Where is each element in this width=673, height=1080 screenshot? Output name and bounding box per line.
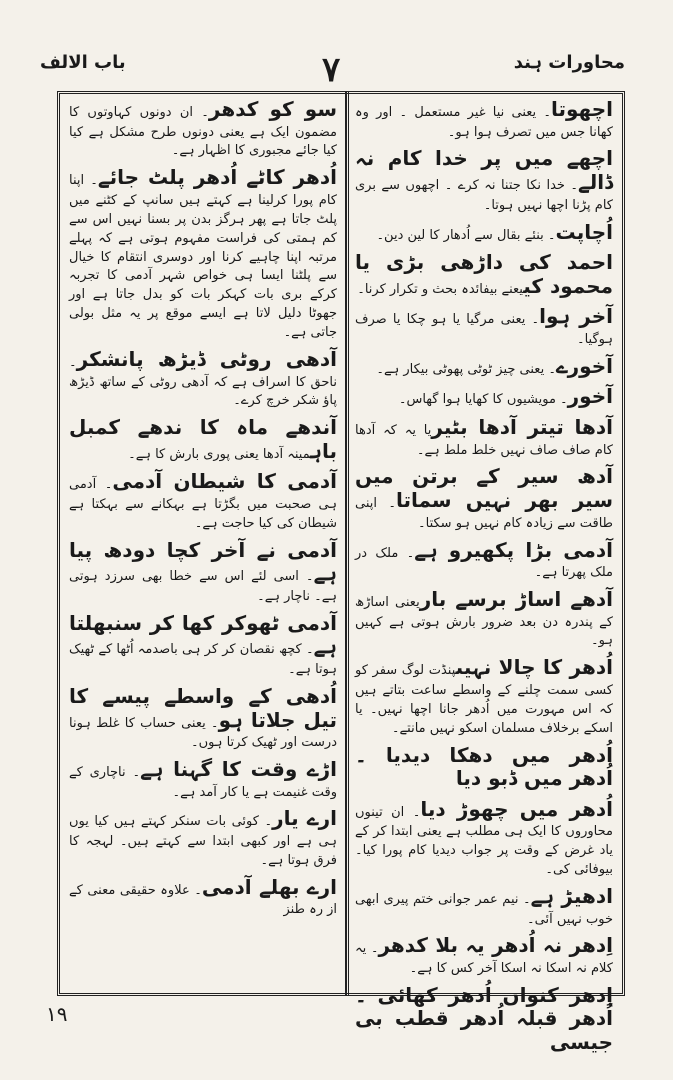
dictionary-entry [69, 416, 337, 463]
footer-signature-number: ۱۹ [46, 1002, 68, 1026]
entry-term: اِدھر نہ اُدھر یہ بلا کدھر [378, 933, 613, 958]
column-divider [345, 91, 349, 996]
dictionary-entry [355, 98, 613, 140]
entry-term: اُچاپت [555, 219, 613, 244]
dictionary-entry [355, 147, 613, 213]
dictionary-entry [69, 807, 337, 868]
entry-definition: ۔ یعنی مرگیا یا ہو چکا یا صرف ہوگیا۔ [355, 312, 613, 347]
entry-definition: ۔ یعنی چیز ٹوٹی پھوٹی بیکار ہے۔ [376, 361, 556, 377]
entry-definition: ۔ اپنا کام پورا کرلینا ہے کہتے ہیں سانپ کے کٹنے میں پلٹ جاتا ہے پھر ہرگز بدن پر بسنا نہیں اس سے کم ہمتی کی فراست مفہوم ہوتی ہے کہ پہلے مرتبہ اپنا چاہیے کرنا اور دوسری انتقام کا خیال سے پلٹنا ایسا ہی خواص شہر آدمی کا تجربہ کرکے بری بات کہکر بات کو بدل جاتا ہے اور جھوٹا دلیل لاتا ہے ایسے موقع پر یہ مثل بولی جاتی ہے۔ [69, 173, 337, 341]
entry-definition: ۔ ملک در ملک پھرتا ہے۔ [355, 545, 613, 581]
entry-term: احمد کی داڑھی بڑی یا محمود کی [355, 250, 613, 298]
dictionary-entry [355, 385, 613, 409]
dictionary-entry [355, 465, 613, 531]
entry-term: اُدھر میں چھوڑ دیا [420, 796, 613, 821]
entry-term: اُدھر کا چالا نہیں [455, 655, 613, 680]
entry-term: آدھا تیتر آدھا بٹیر [431, 414, 613, 439]
entry-definition: ۔ یعنی نیا غیر مستعمل ۔ اور وہ کھانا جس میں تصرف ہوا ہو۔ [355, 105, 613, 140]
dictionary-entry [69, 166, 337, 341]
entry-definition: ۔ کچھ نقصان کر کر ہی باصدمہ اُٹھا کے ٹھیک ہوتا ہے۔ [69, 642, 337, 678]
dictionary-entry [355, 588, 613, 649]
entry-term: آدھ سیر کے برتن میں سیر بھر نہیں سماتا [355, 464, 613, 513]
left-column [63, 98, 343, 988]
entry-definition: ۔ بنئے بقال سے اُدھار کا لین دین۔ [376, 227, 556, 243]
dictionary-entry [355, 656, 613, 736]
entry-definition: ۔ اپنی طاقت سے زیادہ کام نہیں ہو سکتا۔ [355, 496, 613, 531]
entry-definition: ۔ ناحق کا اسراف ہے کہ آدھی روٹی کے ساتھ ڈیڑھ پاؤ شکر خرچ کرے۔ [69, 354, 337, 409]
dictionary-entry [355, 744, 613, 791]
entry-term: آخر ہوا [539, 304, 613, 329]
entry-term: آدمی ٹھوکر کھا کر سنبھلتا ہے [69, 610, 337, 659]
dictionary-entry [69, 348, 337, 409]
entry-term: اُدھی کے واسطے پیسے کا تیل جلاتا ہو [69, 683, 338, 732]
entry-definition: ۔ نیم عمر جوانی ختم پیری ابھی خوب نہیں آئی۔ [355, 891, 613, 927]
entry-definition: ۔ خدا نکا جتنا نہ کرے ۔ اچھوں سے بری کام پڑنا اچھا نہیں ہوتا۔ [355, 178, 613, 213]
entry-term: آدھے اساڑ برسے بار [419, 586, 613, 611]
entry-definition: ۔ علاوہ حقیقی معنی کے از رہ طنز [69, 882, 337, 918]
dictionary-entry [355, 305, 613, 347]
dictionary-entry [355, 221, 613, 245]
entry-definition: ۔ مویشیوں کا کھایا ہوا گھاس۔ [398, 392, 568, 408]
dictionary-entry [355, 984, 613, 1055]
entry-definition: یعنی اساڑھ کے پندرہ دن بعد ضرور بارش ہوتی ہے کہیں ہو۔ [355, 594, 613, 649]
dictionary-entry [355, 251, 613, 298]
entry-term: اِدھر کنواں اُدھر کھائی ۔ اُدھر قبلہ اُدھر قطب بی جیسی [355, 982, 613, 1055]
entry-term: سو کو کدھر [208, 97, 337, 121]
entry-definition: ۔ ان دونوں کہاوتوں کا مضمون ایک ہے یعنی دونوں طرح مشکل ہے کیا کیا جائے مجبوری کا اظہار ہے۔ [69, 105, 337, 159]
dictionary-entry [69, 98, 337, 159]
entry-term: آدھی روٹی ڈیڑھ پانشکر [76, 346, 337, 371]
dictionary-entry [355, 416, 613, 458]
entry-definition: مینہ آدھا یعنی پوری بارش کا ہے۔ [128, 446, 311, 462]
entry-term: ارے یار [272, 806, 337, 831]
entry-definition: ۔ کوئی بات سنکر کہتے ہیں کیا یوں ہی ہے اور کبھی ابتدا سے کہتے ہیں۔ لہجہ کا فرق ہوتا ہے۔ [69, 814, 337, 868]
entry-definition: یا یہ کہ آدھا کام صاف صاف نہیں خلط ملط ہے۔ [355, 422, 613, 458]
entry-definition: ۔ ان تینوں محاوروں کا ایک ہی مطلب ہے یعنی ابتدا کر کے یاد غرض کے وقت پر جواب دیدیا کام پورا کیا۔ بیوفائی کی۔ [355, 804, 613, 878]
entry-term: ارے بھلے آدمی [201, 874, 337, 899]
entry-term: اُدھر میں دھکا دیدیا ۔ اُدھر میں ڈبو دیا [355, 742, 613, 791]
dictionary-entry [69, 758, 337, 800]
entry-definition: ۔ ناچاری کے وقت غنیمت ہے یا کار آمد ہے۔ [69, 765, 337, 800]
entry-term: آخورے [555, 353, 613, 378]
dictionary-entry [355, 798, 613, 878]
dictionary-entry [69, 612, 337, 678]
entry-definition: ۔ اسی لئے اس سے خطا بھی سرزد ہوتی ہے۔ ناچار ہے۔ [69, 569, 337, 604]
entry-definition: ۔ آدمی ہی صحبت میں بگڑتا ہے بہکانے سے بہکتا ہے شیطان کی کیا حاجت ہے۔ [69, 477, 337, 531]
entry-term: آدمی نے آخر کچا دودھ پیا ہے [69, 537, 337, 586]
book-title: محاورات ہند [513, 52, 625, 73]
entry-term: آندھے ماہ کا ندھے کمبل باہ [69, 415, 337, 463]
entry-term: آدمی بڑا پکھیرو ہے [414, 537, 614, 562]
dictionary-entry [355, 885, 613, 927]
dictionary-entry [69, 685, 337, 751]
page-number: ۷ [322, 50, 341, 90]
entry-term: آدمی کا شیطان آدمی [112, 469, 337, 494]
dictionary-entry [355, 934, 613, 976]
entry-term: اُدھر کاٹے اُدھر پلٹ جائے [97, 165, 337, 190]
entry-term: اچھوتا [550, 97, 613, 121]
dictionary-entry [69, 539, 337, 605]
dictionary-entry [69, 876, 337, 918]
entry-definition: ۔ یعنی حساب کا غلط ہونا درست اور ٹھیک کرتا ہوں۔ [69, 715, 337, 751]
right-column [351, 97, 619, 1055]
entry-definition: پنڈت لوگ سفر کو کسی سمت چلنے کے واسطے ساعت بتاتے ہیں کہ اس مہورت میں اُدھر جانا اچھا نہیں۔ یا اسکے برخلاف مسلمان اسکو نہیں مانتے۔ [355, 663, 613, 736]
entry-definition: یعنے بیفائدہ بحث و تکرار کرنا۔ [357, 281, 524, 297]
dictionary-entry [355, 355, 613, 379]
entry-term: آخور [567, 384, 613, 409]
entry-definition: ۔ یہ کلام نہ اسکا نہ اسکا آخر کس کا ہے۔ [355, 941, 613, 976]
dictionary-entry [355, 539, 613, 581]
dictionary-entry [69, 470, 337, 531]
chapter-title: باب الالف [40, 52, 126, 73]
entry-term: ادھیڑ ہے [530, 883, 613, 908]
entry-term: اڑے وقت کا گہنا ہے [140, 757, 337, 781]
entry-term: اچھے میں پر خدا کام نہ ڈالے [355, 146, 613, 195]
